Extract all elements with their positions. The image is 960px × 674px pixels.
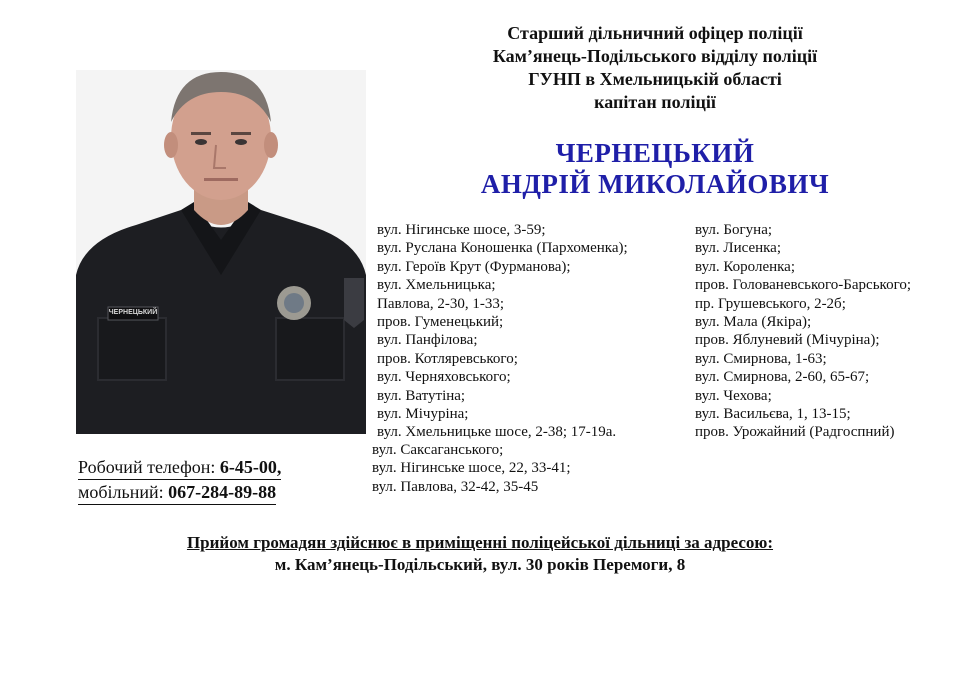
street-item: вул. Руслана Коношенка (Пархоменка); (377, 240, 628, 257)
street-item: вул. Ватутіна; (377, 387, 466, 404)
officer-name (430, 138, 880, 200)
header-line-1: Старший дільничний офіцер поліції (507, 23, 803, 43)
reception-location: м. Кам’янець-Подільський, вул. 30 років Перемоги, 8 (274, 555, 686, 574)
street-item: вул. Смирнова, 1-63; (695, 350, 827, 367)
street-item: вул. Саксаганського; (372, 442, 504, 458)
street-item: вул. Черняховського; (377, 369, 511, 386)
work-phone-label: Робочий телефон: (78, 457, 216, 477)
header-line-4: капітан поліції (594, 92, 716, 112)
officer-surname: ЧЕРНЕЦЬКИЙ (555, 138, 755, 168)
officer-photo (76, 70, 366, 434)
street-item: вул. Мічуріна; (377, 405, 469, 422)
street-list-left-continued (372, 441, 571, 496)
uniform-name-tag: ЧЕРНЕЦЬКИЙ (108, 309, 158, 316)
street-item: вул. Хмельницьке шосе, 2-38; 17-19а. (377, 424, 617, 441)
street-item: пров. Голованевського-Барського; (695, 277, 912, 294)
street-item: вул. Смирнова, 2-60, 65-67; (695, 369, 870, 386)
street-item: пров. Яблуневий (Мічуріна); (695, 332, 880, 349)
street-item: пров. Урожайний (Радгоспний) (695, 424, 895, 441)
street-item: вул. Панфілова; (377, 332, 478, 349)
street-item: вул. Нігинське шосе, 22, 33-41; (372, 460, 571, 477)
mobile-phone-label: мобільний: (78, 482, 164, 502)
street-item: вул. Лисенка; (695, 240, 782, 257)
street-item: вул. Героїв Крут (Фурманова); (377, 258, 571, 275)
work-phone-line (78, 455, 281, 480)
street-item: вул. Богуна; (695, 222, 773, 238)
street-item: вул. Короленка; (695, 258, 796, 275)
header-line-3: ГУНП в Хмельницькій області (528, 69, 782, 89)
officer-portrait-illustration (76, 70, 366, 434)
street-item: пров. Котляревського; (377, 350, 518, 367)
street-item: вул. Нігинське шосе, 3-59; (377, 222, 546, 238)
street-list-right (695, 221, 911, 442)
officer-given-names: АНДРІЙ МИКОЛАЙОВИЧ (480, 169, 830, 199)
street-item: вул. Хмельницька; (377, 277, 496, 294)
reception-address (120, 532, 840, 576)
mobile-phone-line (78, 480, 276, 505)
street-item: пр. Грушевського, 2-2б; (695, 295, 846, 312)
street-item: пров. Гуменецький; (377, 313, 504, 330)
header-line-2: Кам’янець-Подільського відділу поліції (492, 46, 818, 66)
work-phone-number: 6-45-00, (219, 457, 282, 477)
officer-position-header (430, 22, 880, 114)
contact-phones (78, 455, 281, 505)
street-item: вул. Чехова; (695, 387, 772, 404)
street-list-left (377, 221, 628, 442)
street-item: Павлова, 2-30, 1-33; (377, 295, 505, 312)
street-item: вул. Мала (Якіра); (695, 313, 812, 330)
street-item: вул. Павлова, 32-42, 35-45 (372, 478, 539, 495)
mobile-phone-number: 067-284-89-88 (168, 482, 277, 502)
reception-notice: Прийом громадян здійснює в приміщенні поліцейської дільниці за адресою: (186, 533, 774, 552)
street-item: вул. Васильєва, 1, 13-15; (695, 405, 851, 422)
